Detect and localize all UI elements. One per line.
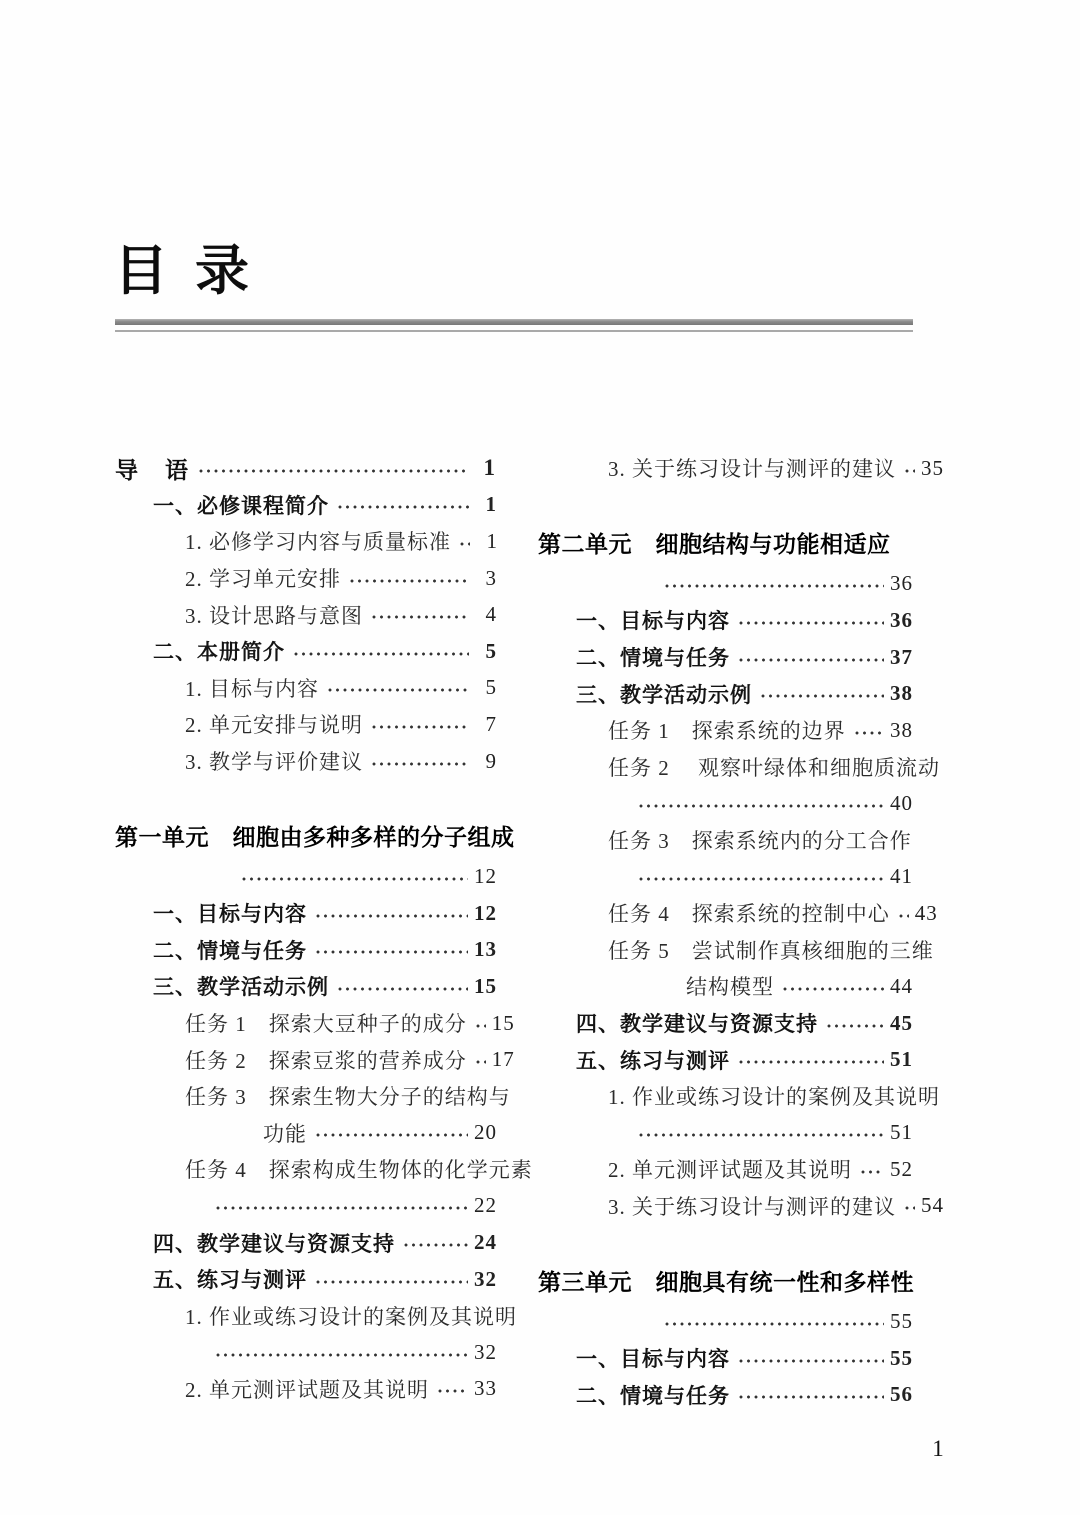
title-rule-thick: [115, 319, 913, 325]
leader-dots: [899, 913, 909, 920]
entry-page-number: 32: [474, 1266, 497, 1291]
entry-page-number: 37: [890, 644, 913, 669]
entry-page-number: 5: [485, 675, 497, 700]
entry-text: 任务 3 探索系统内的分工合作: [608, 829, 912, 854]
leader-dots: [294, 651, 469, 658]
leader-dots: [739, 1394, 884, 1401]
toc-section-entry: [115, 487, 497, 524]
title-rule-thin: [115, 330, 913, 332]
entry-page-number: 55: [890, 1345, 913, 1370]
leader-dots: [372, 614, 469, 621]
entry-text: 二、情境与任务: [576, 1383, 730, 1408]
toc-item-entry: [115, 1005, 515, 1042]
entry-text: 一、目标与内容: [576, 609, 730, 634]
leader-dots: [460, 541, 470, 548]
leader-dots: [216, 1205, 468, 1212]
entry-text: 任务 2 观察叶绿体和细胞质流动: [608, 755, 940, 780]
entry-text: 一、必修课程简介: [153, 493, 329, 518]
toc-item-entry: [538, 450, 944, 487]
toc-chapter-heading: [538, 1257, 913, 1303]
toc-item-entry: [115, 1041, 515, 1078]
entry-page-number: 12: [474, 864, 497, 889]
toc-item-entry: [538, 749, 940, 786]
entry-page-number: 1: [486, 528, 498, 553]
page-title: 目 录: [114, 241, 256, 301]
leader-dots: [855, 730, 884, 737]
entry-text: 结构模型: [686, 975, 774, 1000]
toc-item-entry: [115, 1115, 497, 1152]
entry-page-number: 20: [474, 1120, 497, 1145]
leader-dots: [476, 1023, 486, 1030]
toc-item-entry: [115, 706, 497, 743]
leader-dots: [739, 1358, 884, 1365]
entry-page-number: 1: [485, 492, 497, 517]
leader-dots: [438, 1388, 468, 1395]
toc-chapter-heading: [538, 520, 913, 566]
leader-dots: [338, 504, 469, 511]
entry-text: 一、目标与内容: [576, 1347, 730, 1372]
entry-page-number: 15: [474, 973, 497, 998]
entry-text: 一、目标与内容: [153, 902, 307, 927]
folio-page-number: 1: [932, 1436, 944, 1461]
entry-page-number: 36: [890, 607, 913, 632]
entry-text: 任务 2 探索豆浆的营养成分: [185, 1048, 467, 1073]
leader-dots: [476, 1059, 486, 1066]
entry-text: 2. 学习单元安排: [185, 567, 341, 592]
toc-continuation-line: [538, 785, 913, 822]
toc-item-entry: [115, 596, 497, 633]
toc-section-entry: [115, 895, 497, 932]
leader-dots: [827, 1023, 884, 1030]
entry-page-number: 51: [890, 1047, 913, 1072]
leader-dots: [404, 1242, 468, 1249]
entry-page-number: 40: [890, 790, 913, 815]
entry-page-number: 52: [890, 1156, 913, 1181]
entry-text: 四、教学建议与资源支持: [576, 1012, 818, 1037]
leader-dots: [861, 1169, 884, 1176]
toc-section-entry: [538, 639, 913, 676]
toc-item-entry: [115, 670, 497, 707]
toc-chapter-heading: [115, 812, 515, 858]
entry-text: 四、教学建议与资源支持: [153, 1231, 395, 1256]
leader-dots: [783, 986, 884, 993]
leader-dots: [639, 1132, 884, 1139]
toc-section-entry: [538, 1340, 913, 1377]
leader-dots: [739, 657, 884, 664]
toc-continuation-line: [115, 1188, 497, 1225]
toc-item-entry: [538, 1151, 913, 1188]
toc-item-entry: [538, 712, 913, 749]
leader-dots: [372, 724, 469, 731]
entry-page-number: 56: [890, 1382, 913, 1407]
toc-section-entry: [115, 968, 497, 1005]
entry-page-number: 32: [474, 1339, 497, 1364]
entry-page-number: 35: [921, 455, 944, 480]
toc-item-entry: [115, 523, 497, 560]
entry-text: 1. 作业或练习设计的案例及其说明: [608, 1085, 940, 1110]
entry-text: 任务 4 探索系统的控制中心: [608, 902, 890, 927]
toc-section-entry: [538, 1005, 913, 1042]
entry-text: 三、教学活动示例: [576, 682, 752, 707]
toc-item-entry: [538, 932, 934, 969]
toc-item-entry: [115, 1297, 517, 1334]
leader-dots: [350, 578, 469, 585]
leader-dots: [665, 583, 884, 590]
entry-text: 三、教学活动示例: [153, 975, 329, 1000]
entry-page-number: 41: [890, 864, 913, 889]
entry-text: 二、情境与任务: [153, 938, 307, 963]
toc-continuation-line: [115, 858, 497, 895]
entry-page-number: 24: [474, 1230, 497, 1255]
toc-section-entry: [115, 932, 497, 969]
entry-page-number: 9: [485, 748, 497, 773]
entry-page-number: 12: [474, 900, 497, 925]
entry-page-number: 55: [890, 1309, 913, 1334]
entry-text: 1. 目标与内容: [185, 676, 319, 701]
leader-dots: [739, 1059, 884, 1066]
leader-dots: [328, 687, 469, 694]
entry-text: 3. 教学与评价建议: [185, 750, 363, 775]
entry-page-number: 51: [890, 1120, 913, 1145]
toc-section-entry: [538, 602, 913, 639]
toc-section-entry: [115, 450, 497, 487]
entry-text: 任务 5 尝试制作真核细胞的三维: [608, 938, 934, 963]
entry-text: 1. 必修学习内容与质量标准: [185, 530, 451, 555]
leader-dots: [639, 803, 884, 810]
entry-text: 任务 3 探索生物大分子的结构与: [185, 1085, 511, 1110]
entry-text: 第二单元 细胞结构与功能相适应: [538, 531, 891, 558]
entry-page-number: 38: [890, 717, 913, 742]
leader-dots: [316, 949, 468, 956]
entry-page-number: 22: [474, 1193, 497, 1218]
toc-item-entry: [538, 822, 913, 859]
leader-dots: [639, 876, 884, 883]
toc-continuation-line: [538, 858, 913, 895]
toc-section-entry: [538, 1041, 913, 1078]
toc-section-entry: [115, 1261, 497, 1298]
toc-continuation-line: [538, 566, 913, 603]
entry-page-number: 7: [485, 711, 497, 736]
leader-dots: [316, 1132, 468, 1139]
entry-page-number: 17: [491, 1047, 515, 1072]
toc-item-entry: [538, 895, 938, 932]
entry-page-number: 36: [890, 571, 913, 596]
entry-text: 第三单元 细胞具有统一性和多样性: [538, 1268, 914, 1295]
leader-dots: [739, 620, 884, 627]
leader-dots: [905, 468, 915, 475]
entry-text: 任务 1 探索大豆种子的成分: [185, 1012, 467, 1037]
entry-page-number: 44: [890, 973, 913, 998]
toc-item-entry: [115, 1371, 497, 1408]
entry-text: 2. 单元测评试题及其说明: [185, 1377, 429, 1402]
toc-section-entry: [538, 1376, 913, 1413]
toc-item-entry: [538, 968, 913, 1005]
entry-text: 1. 作业或练习设计的案例及其说明: [185, 1304, 517, 1329]
toc-left-column: [115, 450, 533, 1407]
toc-section-entry: [538, 675, 913, 712]
toc-right-column: [538, 450, 944, 1413]
entry-text: 五、练习与测评: [153, 1268, 307, 1293]
entry-page-number: 3: [485, 565, 497, 590]
toc-item-entry: [538, 1188, 944, 1225]
toc-continuation-line: [115, 1334, 497, 1371]
entry-page-number: 45: [890, 1010, 913, 1035]
entry-text: 二、情境与任务: [576, 646, 730, 671]
toc-section-entry: [115, 1224, 497, 1261]
entry-text: 功能: [263, 1121, 307, 1146]
toc-item-entry: [115, 1078, 511, 1115]
entry-page-number: 54: [921, 1193, 944, 1218]
entry-page-number: 4: [485, 602, 497, 627]
entry-text: 2. 单元测评试题及其说明: [608, 1158, 852, 1183]
toc-continuation-line: [538, 1303, 913, 1340]
toc-item-entry: [115, 743, 497, 780]
entry-text: 第一单元 细胞由多种多样的分子组成: [115, 823, 515, 850]
entry-text: 任务 4 探索构成生物体的化学元素: [185, 1158, 533, 1183]
entry-text: 3. 关于练习设计与测评的建议: [608, 457, 896, 482]
entry-text: 3. 设计思路与意图: [185, 603, 363, 628]
entry-text: 任务 1 探索系统的边界: [608, 719, 846, 744]
leader-dots: [242, 876, 468, 883]
entry-text: 导 语: [115, 457, 190, 483]
entry-page-number: 38: [890, 681, 913, 706]
entry-page-number: 33: [474, 1376, 497, 1401]
entry-page-number: 5: [485, 638, 497, 663]
toc-item-entry: [115, 1151, 533, 1188]
leader-dots: [338, 986, 468, 993]
toc-section-entry: [115, 633, 497, 670]
leader-dots: [665, 1321, 884, 1328]
leader-dots: [199, 468, 469, 475]
leader-dots: [316, 913, 468, 920]
leader-dots: [905, 1205, 915, 1212]
entry-page-number: 1: [483, 455, 497, 481]
leader-dots: [372, 761, 469, 768]
toc-continuation-line: [538, 1115, 913, 1152]
entry-text: 二、本册简介: [153, 640, 285, 665]
toc-item-entry: [538, 1078, 940, 1115]
toc-item-entry: [115, 560, 497, 597]
entry-page-number: 43: [914, 900, 938, 925]
entry-text: 2. 单元安排与说明: [185, 713, 363, 738]
leader-dots: [761, 693, 884, 700]
entry-page-number: 15: [491, 1010, 515, 1035]
leader-dots: [216, 1352, 468, 1359]
leader-dots: [316, 1279, 468, 1286]
entry-text: 五、练习与测评: [576, 1048, 730, 1073]
entry-page-number: 13: [474, 937, 497, 962]
entry-text: 3. 关于练习设计与测评的建议: [608, 1194, 896, 1219]
